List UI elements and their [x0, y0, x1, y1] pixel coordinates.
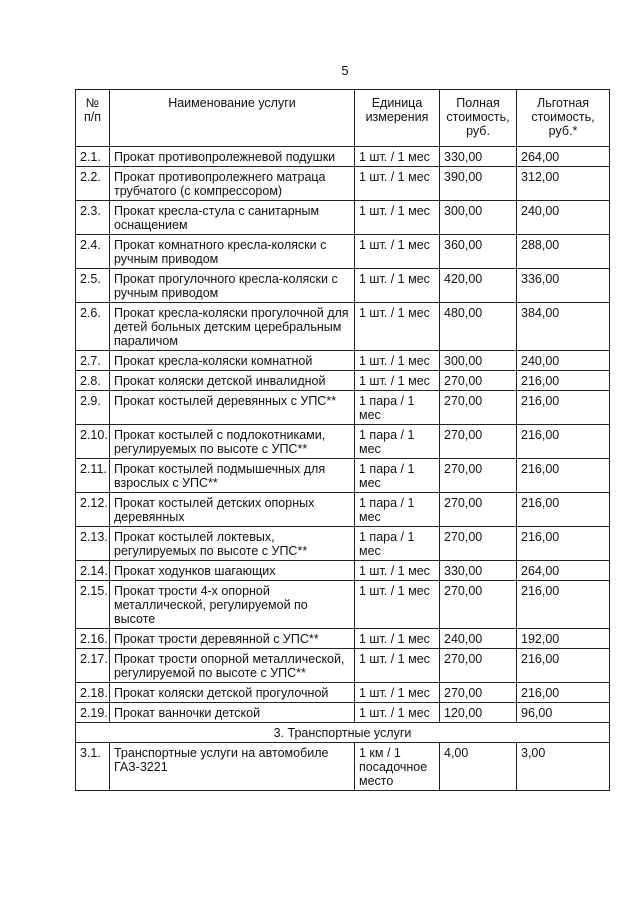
service-name: Прокат трости 4-х опорной металлической, регулируемой по высоте: [110, 581, 355, 629]
table-row: [76, 581, 610, 629]
full-price: 330,00: [440, 147, 517, 167]
discount-price: 240,00: [517, 201, 610, 235]
full-price: 270,00: [440, 371, 517, 391]
service-unit: 1 шт. / 1 мес: [355, 581, 440, 629]
row-number: 2.9.: [76, 391, 110, 425]
row-number: 2.14.: [76, 561, 110, 581]
service-unit: 1 шт. / 1 мес: [355, 683, 440, 703]
full-price: 270,00: [440, 527, 517, 561]
service-unit: 1 пара / 1 мес: [355, 425, 440, 459]
service-unit: 1 шт. / 1 мес: [355, 561, 440, 581]
table-row: [76, 147, 610, 167]
table-row: [76, 703, 610, 723]
header-unit: Единица измерения: [355, 90, 440, 147]
service-name: Прокат коляски детской инвалидной: [110, 371, 355, 391]
row-number: 2.11.: [76, 459, 110, 493]
row-number: 2.3.: [76, 201, 110, 235]
table-row: [76, 269, 610, 303]
full-price: 240,00: [440, 629, 517, 649]
table-row: [76, 743, 610, 791]
header-service-name: Наименование услуги: [110, 90, 355, 147]
discount-price: 216,00: [517, 581, 610, 629]
service-unit: 1 пара / 1 мес: [355, 459, 440, 493]
row-number: 2.10.: [76, 425, 110, 459]
service-name: Прокат противопролежнего матраца трубчатого (с компрессором): [110, 167, 355, 201]
service-name: Прокат костылей подмышечных для взрослых с УПС**: [110, 459, 355, 493]
discount-price: 216,00: [517, 649, 610, 683]
table-row: [76, 683, 610, 703]
table-row: [76, 391, 610, 425]
header-num: № п/п: [76, 90, 110, 147]
full-price: 270,00: [440, 493, 517, 527]
row-number: 2.8.: [76, 371, 110, 391]
service-unit: 1 шт. / 1 мес: [355, 703, 440, 723]
discount-price: 216,00: [517, 683, 610, 703]
service-name: Прокат кресла-коляски комнатной: [110, 351, 355, 371]
header-discount-price: Льготная стоимость, руб.*: [517, 90, 610, 147]
service-name: Транспортные услуги на автомобиле ГАЗ-3221: [110, 743, 355, 791]
discount-price: 264,00: [517, 561, 610, 581]
full-price: 4,00: [440, 743, 517, 791]
row-number: 2.6.: [76, 303, 110, 351]
discount-price: 216,00: [517, 425, 610, 459]
service-unit: 1 шт. / 1 мес: [355, 649, 440, 683]
service-unit: 1 шт. / 1 мес: [355, 303, 440, 351]
service-unit: 1 шт. / 1 мес: [355, 147, 440, 167]
discount-price: 216,00: [517, 527, 610, 561]
table-row: [76, 649, 610, 683]
table-row: [76, 235, 610, 269]
table-row: [76, 527, 610, 561]
service-name: Прокат коляски детской прогулочной: [110, 683, 355, 703]
full-price: 270,00: [440, 459, 517, 493]
row-number: 2.4.: [76, 235, 110, 269]
service-name: Прокат ходунков шагающих: [110, 561, 355, 581]
service-name: Прокат костылей детских опорных деревянных: [110, 493, 355, 527]
table-row: [76, 351, 610, 371]
service-unit: 1 пара / 1 мес: [355, 527, 440, 561]
table-row: [76, 371, 610, 391]
row-number: 2.7.: [76, 351, 110, 371]
service-unit: 1 шт. / 1 мес: [355, 235, 440, 269]
full-price: 480,00: [440, 303, 517, 351]
row-number: 3.1.: [76, 743, 110, 791]
full-price: 420,00: [440, 269, 517, 303]
section-heading-row: [76, 723, 610, 743]
table-row: [76, 303, 610, 351]
table-row: [76, 201, 610, 235]
service-unit: 1 шт. / 1 мес: [355, 351, 440, 371]
full-price: 300,00: [440, 351, 517, 371]
row-number: 2.16.: [76, 629, 110, 649]
table-row: [76, 167, 610, 201]
discount-price: 216,00: [517, 459, 610, 493]
service-unit: 1 пара / 1 мес: [355, 493, 440, 527]
full-price: 270,00: [440, 391, 517, 425]
row-number: 2.12.: [76, 493, 110, 527]
discount-price: 312,00: [517, 167, 610, 201]
service-name: Прокат кресла-коляски прогулочной для детей больных детским церебральным параличом: [110, 303, 355, 351]
row-number: 2.19.: [76, 703, 110, 723]
discount-price: 240,00: [517, 351, 610, 371]
service-name: Прокат костылей локтевых, регулируемых по высоте с УПС**: [110, 527, 355, 561]
service-unit: 1 пара / 1 мес: [355, 391, 440, 425]
table-row: [76, 425, 610, 459]
table-row: [76, 493, 610, 527]
discount-price: 216,00: [517, 371, 610, 391]
row-number: 2.2.: [76, 167, 110, 201]
full-price: 270,00: [440, 425, 517, 459]
header-full-price: Полная стоимость, руб.: [440, 90, 517, 147]
service-name: Прокат противопролежневой подушки: [110, 147, 355, 167]
service-name: Прокат ванночки детской: [110, 703, 355, 723]
service-name: Прокат костылей с подлокотниками, регулируемых по высоте с УПС**: [110, 425, 355, 459]
row-number: 2.1.: [76, 147, 110, 167]
full-price: 390,00: [440, 167, 517, 201]
discount-price: 288,00: [517, 235, 610, 269]
full-price: 270,00: [440, 683, 517, 703]
row-number: 2.17.: [76, 649, 110, 683]
service-name: Прокат трости деревянной с УПС**: [110, 629, 355, 649]
discount-price: 336,00: [517, 269, 610, 303]
services-price-table: [75, 89, 610, 791]
full-price: 360,00: [440, 235, 517, 269]
discount-price: 216,00: [517, 493, 610, 527]
row-number: 2.15.: [76, 581, 110, 629]
service-name: Прокат комнатного кресла-коляски с ручным приводом: [110, 235, 355, 269]
service-unit: 1 шт. / 1 мес: [355, 269, 440, 303]
service-name: Прокат прогулочного кресла-коляски с ручным приводом: [110, 269, 355, 303]
table-header-row: [76, 90, 610, 147]
service-unit: 1 шт. / 1 мес: [355, 201, 440, 235]
service-unit: 1 шт. / 1 мес: [355, 629, 440, 649]
discount-price: 264,00: [517, 147, 610, 167]
row-number: 2.5.: [76, 269, 110, 303]
service-unit: 1 шт. / 1 мес: [355, 167, 440, 201]
table-row: [76, 561, 610, 581]
discount-price: 192,00: [517, 629, 610, 649]
row-number: 2.18.: [76, 683, 110, 703]
page-number: 5: [341, 63, 349, 78]
full-price: 270,00: [440, 649, 517, 683]
full-price: 270,00: [440, 581, 517, 629]
service-name: Прокат кресла-стула с санитарным оснащением: [110, 201, 355, 235]
full-price: 300,00: [440, 201, 517, 235]
service-unit: 1 шт. / 1 мес: [355, 371, 440, 391]
row-number: 2.13.: [76, 527, 110, 561]
section-title: 3. Транспортные услуги: [76, 723, 610, 743]
discount-price: 96,00: [517, 703, 610, 723]
table-row: [76, 459, 610, 493]
discount-price: 384,00: [517, 303, 610, 351]
service-name: Прокат трости опорной металлической, регулируемой по высоте с УПС**: [110, 649, 355, 683]
table-row: [76, 629, 610, 649]
service-name: Прокат костылей деревянных с УПС**: [110, 391, 355, 425]
discount-price: 216,00: [517, 391, 610, 425]
full-price: 330,00: [440, 561, 517, 581]
service-unit: 1 км / 1 посадочное место: [355, 743, 440, 791]
full-price: 120,00: [440, 703, 517, 723]
discount-price: 3,00: [517, 743, 610, 791]
